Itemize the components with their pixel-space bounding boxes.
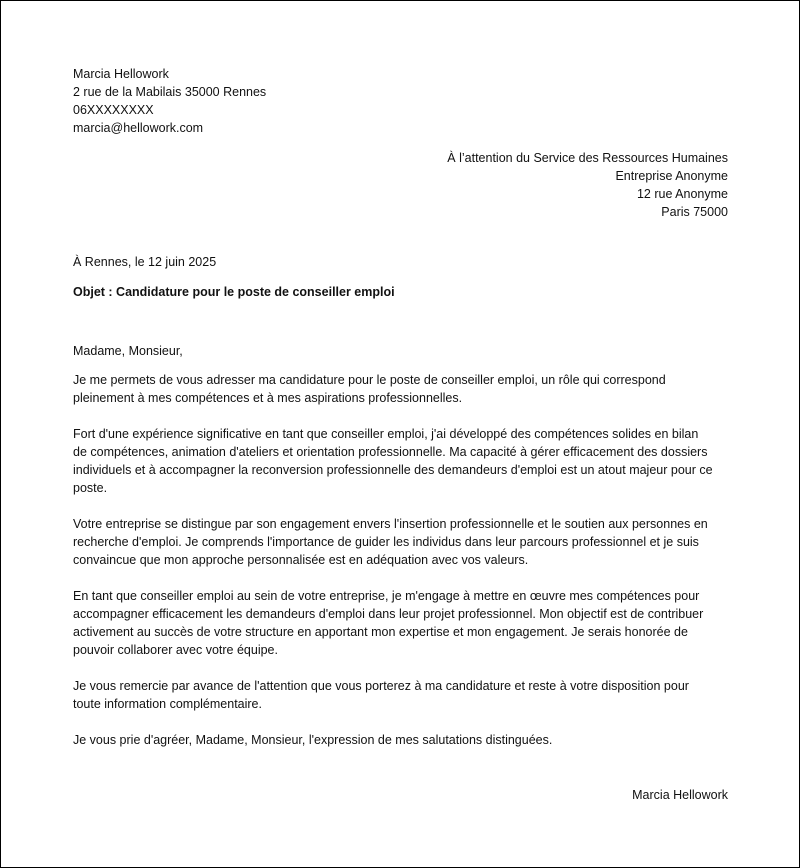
recipient-attention: À l’attention du Service des Ressources Humaines (447, 151, 728, 165)
paragraph-line: de compétences, animation d'ateliers et orientation professionnelle. Ma capacité à gérer efficacement des dossiers (73, 445, 708, 459)
paragraph-line: accompagner efficacement les demandeurs d'emploi dans leur projet professionnel. Mon objectif est de contribuer (73, 607, 704, 621)
paragraph-line: Votre entreprise se distingue par son engagement envers l'insertion professionnelle et le soutien aux personnes en (73, 517, 708, 531)
sender-block (73, 65, 728, 137)
paragraph-line: activement au succès de votre structure en apportant mon expertise et mon engagement. Je serais honorée de (73, 625, 688, 639)
paragraph-6 (73, 731, 728, 749)
paragraph-2 (73, 425, 728, 497)
recipient-block (73, 149, 728, 221)
sender-address: 2 rue de la Mabilais 35000 Rennes (73, 85, 267, 99)
letter-body (73, 371, 728, 767)
paragraph-5 (73, 677, 728, 713)
paragraph-line: Fort d'une expérience significative en tant que conseiller emploi, j'ai développé des compétences solides en bilan (73, 427, 699, 441)
sender-phone: 06XXXXXXXX (73, 103, 154, 117)
signature: Marcia Hellowork (632, 788, 728, 802)
date-line: À Rennes, le 12 juin 2025 (73, 255, 217, 269)
paragraph-line: recherche d'emploi. Je comprends l'importance de guider les individus dans leur parcours professionnel et je suis (73, 535, 699, 549)
paragraph-line: Je vous remercie par avance de l'attention que vous porterez à ma candidature et reste à votre disposition pour (73, 679, 689, 693)
paragraph-line: poste. (73, 481, 108, 495)
paragraph-line: pleinement à mes compétences et à mes aspirations professionnelles. (73, 391, 463, 405)
sender-name: Marcia Hellowork (73, 67, 169, 81)
subject-line: Objet : Candidature pour le poste de conseiller emploi (73, 285, 395, 299)
greeting: Madame, Monsieur, (73, 344, 183, 358)
recipient-street: 12 rue Anonyme (636, 187, 728, 201)
paragraph-line: En tant que conseiller emploi au sein de votre entreprise, je m'engage à mettre en œuvre mes compétences pour (73, 589, 700, 603)
paragraph-3 (73, 515, 728, 569)
recipient-company: Entreprise Anonyme (615, 169, 728, 183)
paragraph-line: Je vous prie d'agréer, Madame, Monsieur, l'expression de mes salutations distinguées. (73, 733, 553, 747)
paragraph-line: toute information complémentaire. (73, 697, 262, 711)
sender-email: marcia@hellowork.com (73, 121, 204, 135)
paragraph-line: individuels et à accompagner la reconversion professionnelle des demandeurs d'emploi est un atout majeur pour ce (73, 463, 713, 477)
paragraph-line: Je me permets de vous adresser ma candidature pour le poste de conseiller emploi, un rôle qui correspond (73, 373, 666, 387)
paragraph-1 (73, 371, 728, 407)
paragraph-4 (73, 587, 728, 659)
recipient-city: Paris 75000 (661, 205, 728, 219)
paragraph-line: convaincue que mon approche personnalisée est en adéquation avec vos valeurs. (73, 553, 529, 567)
paragraph-line: pouvoir collaborer avec votre équipe. (73, 643, 278, 657)
